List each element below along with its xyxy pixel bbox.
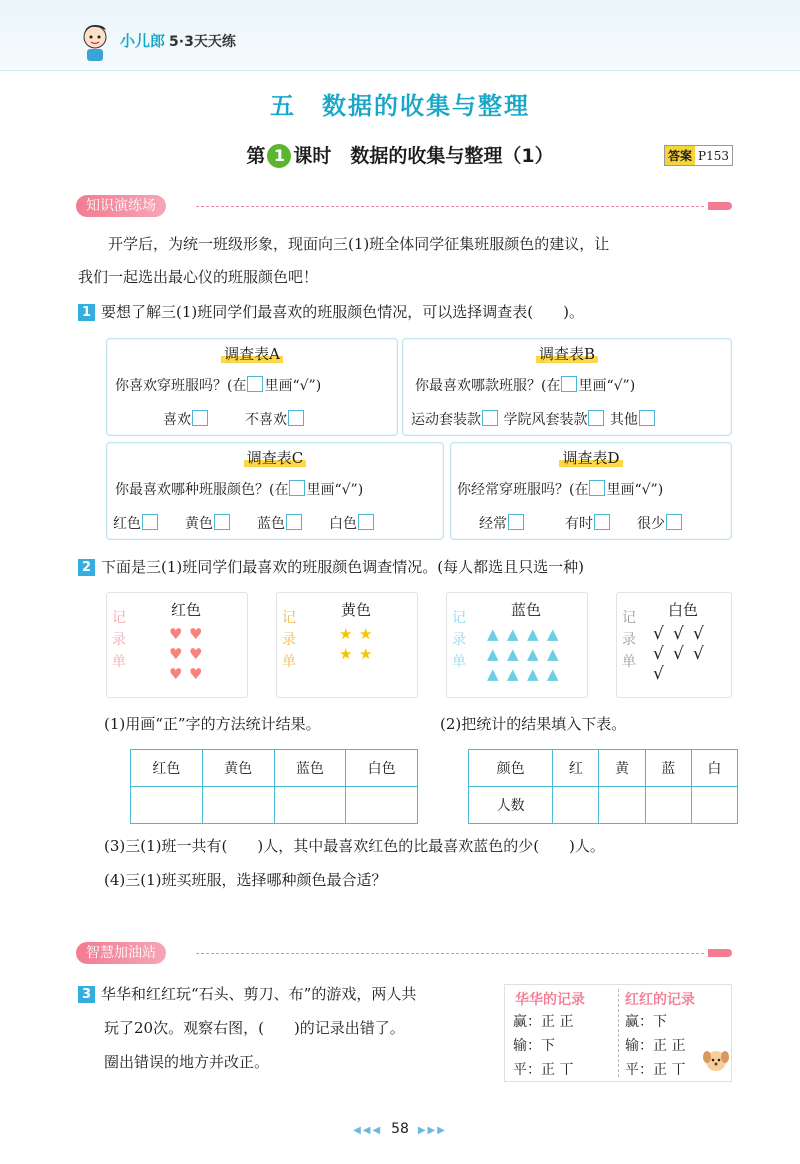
tally-mark: ♥ xyxy=(169,665,183,683)
tally-mark: √ xyxy=(653,664,664,684)
pencil-icon xyxy=(708,202,732,210)
lesson-title: 第 1 课时 数据的收集与整理（1） xyxy=(246,145,554,167)
survey-card-c: 调查表C 你最喜欢哪种班服颜色？(在 里画“√”) 红色 黄色 蓝色 白色 xyxy=(106,442,444,540)
record-sheet-0 xyxy=(106,592,248,698)
question-2: 2 下面是三(1)班同学们最喜欢的班服颜色调查情况。(每人都选且只选一种) xyxy=(78,553,584,581)
tally-mark: ▲ xyxy=(547,625,559,643)
unit-title: 五 数据的收集与整理 xyxy=(270,92,530,120)
tally-mark: ★ xyxy=(359,625,373,643)
honghong-record-title: 红红的记录 xyxy=(625,992,695,1008)
sub-question-2: (2)把统计的结果填入下表。 xyxy=(440,715,627,733)
intro-line-1: 开学后，为统一班级形象，现面向三(1)班全体同学征集班服颜色的建议，让 xyxy=(108,235,610,253)
question-3-line-1: 3 华华和红红玩“石头、剪刀、布”的游戏，两人共 xyxy=(78,980,416,1008)
survey-card-a: 调查表A 你喜欢穿班服吗？(在 里画“√”) 喜欢 不喜欢 xyxy=(106,338,398,436)
sub-question-1: (1)用画“正”字的方法统计结果。 xyxy=(104,715,321,733)
tally-mark: √ xyxy=(653,624,664,644)
sub-question-3: (3)三(1)班一共有( )人，其中最喜欢红色的比最喜欢蓝色的少( )人。 xyxy=(104,837,605,855)
section-tag-practice: 知识演练场 xyxy=(76,195,166,217)
record-sheet-side-label: 记 录 单 xyxy=(622,610,636,670)
answer-cell[interactable] xyxy=(553,787,599,824)
tally-mark: ★ xyxy=(339,645,353,663)
checkbox-icon xyxy=(247,376,263,392)
survey-card-d: 调查表D 你经常穿班服吗？(在 里画“√”) 经常 有时 很少 xyxy=(450,442,732,540)
record-sheet-title: 黄色 xyxy=(341,601,372,619)
tally-mark: ▲ xyxy=(507,645,519,663)
puppy-icon xyxy=(701,1045,731,1075)
record-sheet-2 xyxy=(446,592,588,698)
tally-mark: ★ xyxy=(359,645,373,663)
tally-mark: ♥ xyxy=(189,625,203,643)
tally-mark: ▲ xyxy=(547,665,559,683)
tally-mark: ▲ xyxy=(527,645,539,663)
record-sheet-side-label: 记 录 单 xyxy=(452,610,466,670)
answer-cell[interactable] xyxy=(131,787,203,824)
table-header: 红色 xyxy=(131,750,203,787)
record-sheet-side-label: 记 录 单 xyxy=(282,610,296,670)
answer-reference: 答案 P153 xyxy=(664,145,733,166)
tally-mark: ♥ xyxy=(189,665,203,683)
tally-mark: √ xyxy=(673,624,684,644)
tally-mark: ♥ xyxy=(169,645,183,663)
huahua-record-title: 华华的记录 xyxy=(515,992,585,1008)
count-table: 颜色 红 黄 蓝 白 人数 xyxy=(468,749,738,824)
tally-mark: ♥ xyxy=(189,645,203,663)
tally-mark: ▲ xyxy=(547,645,559,663)
tally-table: 红色 黄色 蓝色 白色 xyxy=(130,749,418,824)
record-sheet-1 xyxy=(276,592,418,698)
page-footer: ◀◀◀ 58 ▶▶▶ xyxy=(353,1121,447,1137)
intro-line-2: 我们一起选出最心仪的班服颜色吧！ xyxy=(78,268,319,286)
record-sheet-3 xyxy=(616,592,732,698)
tally-mark: ▲ xyxy=(507,665,519,683)
page-number: 58 xyxy=(391,1121,409,1137)
tally-mark: ▲ xyxy=(507,625,519,643)
brand-logo: 小儿郎 5·3天天练 xyxy=(120,32,236,50)
section-tag-bonus: 智慧加油站 xyxy=(76,942,166,964)
question-1: 1 要想了解三(1)班同学们最喜欢的班服颜色情况，可以选择调查表( )。 xyxy=(78,298,584,326)
section-divider xyxy=(196,206,704,207)
tally-mark: √ xyxy=(673,644,684,664)
lesson-number-badge: 1 xyxy=(267,144,291,168)
tally-mark: ★ xyxy=(339,625,353,643)
tally-mark: √ xyxy=(653,644,664,664)
record-sheet-title: 白色 xyxy=(668,601,699,619)
question-number: 1 xyxy=(78,304,95,321)
record-sheet-side-label: 记 录 单 xyxy=(112,610,126,670)
tally-mark: ▲ xyxy=(487,665,499,683)
section-divider xyxy=(196,953,704,954)
tally-mark: ▲ xyxy=(527,625,539,643)
tally-mark: √ xyxy=(693,644,704,664)
game-record-panel: 华华的记录 红红的记录 赢：正 正 输：下 平：正 丅 赢：下 输：正 正 平：正 丅 xyxy=(504,984,732,1082)
pencil-icon xyxy=(708,949,732,957)
mascot-boy-icon xyxy=(78,22,112,62)
record-sheet-title: 红色 xyxy=(171,601,202,619)
sub-question-4: (4)三(1)班买班服，选择哪种颜色最合适？ xyxy=(104,871,387,889)
tally-mark: ▲ xyxy=(487,645,499,663)
question-3-line-2: 玩了20次。观察右图，( )的记录出错了。 xyxy=(104,1019,405,1037)
tally-mark: ▲ xyxy=(487,625,499,643)
record-sheet-title: 蓝色 xyxy=(511,601,542,619)
tally-mark: ▲ xyxy=(527,665,539,683)
question-3-line-3: 圈出错误的地方并改正。 xyxy=(104,1053,270,1071)
survey-card-b: 调查表B 你最喜欢哪款班服？(在 里画“√”) 运动套装款 学院风套装款 其他 xyxy=(402,338,732,436)
tally-mark: ♥ xyxy=(169,625,183,643)
tally-mark: √ xyxy=(693,624,704,644)
